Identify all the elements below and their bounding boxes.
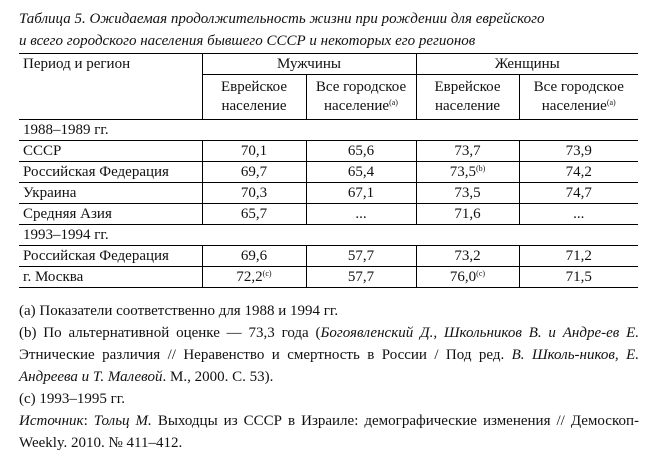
value-cell: 65,7 xyxy=(202,204,306,225)
table-row xyxy=(19,246,638,267)
subheader-line: Еврейское xyxy=(221,79,287,95)
note-c: (c) 1993–1995 гг. xyxy=(19,391,126,407)
subheader-men-jewish xyxy=(202,75,306,120)
value-cell: 67,1 xyxy=(306,183,416,204)
value-cell: 73,7 xyxy=(416,141,519,162)
value-cell: 71,6 xyxy=(416,204,519,225)
value-cell: 57,7 xyxy=(306,267,416,288)
period-heading: 1993–1994 гг. xyxy=(23,226,109,243)
footnote-mark: (a) xyxy=(389,98,398,107)
region-cell: Украина xyxy=(23,184,77,201)
value-cell: 73,5 xyxy=(416,183,519,204)
region-cell: СССР xyxy=(23,142,62,159)
table-notes xyxy=(19,300,639,454)
region-cell: Российская Федерация xyxy=(23,163,169,180)
table-row xyxy=(19,204,638,225)
subheader-line: население xyxy=(221,98,287,114)
subheader-line: население xyxy=(324,98,390,114)
value-cell: 69,6 xyxy=(202,246,306,267)
subheader-line: население xyxy=(541,98,607,114)
value-cell: 71,5 xyxy=(519,267,638,288)
subheader-women-urban xyxy=(519,75,638,120)
source-note: Источник: Тольц М. Выходцы из СССР в Израиле: демографические изменения // Демоскоп-Weekly. 2010. № 411–412. xyxy=(19,413,639,451)
subheader-women-jewish xyxy=(416,75,519,120)
value-cell: 72,2$^{(c)}$ xyxy=(202,267,306,288)
value-cell: 65,4 xyxy=(306,162,416,183)
header-men: Мужчины xyxy=(202,54,416,75)
note-a: (a) Показатели соответственно для 1988 и 1994 гг. xyxy=(19,303,339,319)
subheader-men-urban xyxy=(306,75,416,120)
value-cell: 65,6 xyxy=(306,141,416,162)
value-cell: 73,5$^{(b)}$ xyxy=(416,162,519,183)
caption-line-1: Таблица 5. Ожидаемая продолжительность жизни при рождении для еврейского xyxy=(19,11,545,27)
value-cell: 73,9 xyxy=(519,141,638,162)
value-cell: 71,2 xyxy=(519,246,638,267)
caption-line-2: и всего городского населения бывшего СССР и некоторых его регионов xyxy=(19,33,476,49)
subheader-line: население xyxy=(434,98,501,114)
value-cell: ... xyxy=(306,204,416,225)
region-cell: Российская Федерация xyxy=(23,247,169,264)
table-row xyxy=(19,183,638,204)
value-cell: 69,7 xyxy=(202,162,306,183)
region-cell: г. Москва xyxy=(23,268,84,285)
header-period-region: Период и регион xyxy=(19,54,202,120)
life-expectancy-table xyxy=(19,53,638,288)
period-heading: 1988–1989 гг. xyxy=(23,121,109,138)
value-cell: 57,7 xyxy=(306,246,416,267)
subheader-line: Все городское xyxy=(315,79,407,95)
value-cell: 70,1 xyxy=(202,141,306,162)
value-cell: 76,0$^{(c)}$ xyxy=(416,267,519,288)
value-cell: 73,2 xyxy=(416,246,519,267)
value-cell: 74,2 xyxy=(519,162,638,183)
subheader-line: Еврейское xyxy=(434,79,501,95)
header-women: Женщины xyxy=(416,54,638,75)
footnote-mark: (a) xyxy=(606,98,616,107)
table-row xyxy=(19,162,638,183)
value-cell: 70,3 xyxy=(202,183,306,204)
subheader-line: Все городское xyxy=(533,79,624,95)
region-cell: Средняя Азия xyxy=(23,205,112,222)
table-row xyxy=(19,267,638,288)
table-caption xyxy=(19,8,639,52)
note-b: (b) По альтернативной оценке — 73,3 года (Богоявленский Д., Школьников В. и Андре-ев Е. Этнические различия // Неравенство и смертность в России / Под ред. В. Школь-ников, Е. Андреева и Т. Малевой. М., 2000. С. 53). xyxy=(19,325,640,385)
value-cell: ... xyxy=(519,204,638,225)
value-cell: 74,7 xyxy=(519,183,638,204)
table-row xyxy=(19,141,638,162)
